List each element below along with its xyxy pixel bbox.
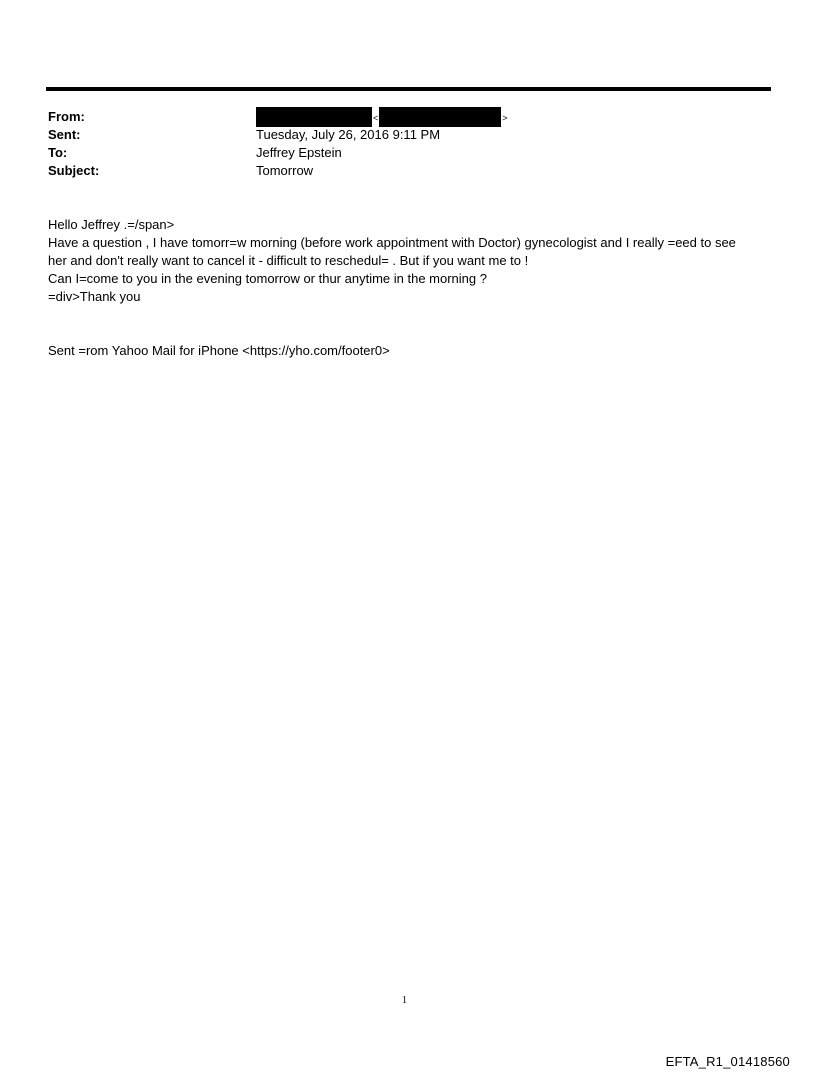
redacted-sender-email [379, 107, 501, 127]
sent-label: Sent: [48, 127, 81, 142]
subject-value: Tomorrow [256, 163, 314, 178]
redacted-sender-name [256, 107, 372, 127]
from-close-bracket: > [502, 113, 508, 123]
sent-row [48, 126, 768, 144]
to-label: To: [48, 145, 68, 160]
subject-row [48, 162, 768, 180]
body-line: her and don't really want to cancel it - difficult to reschedul= . But if you want me to ! [48, 253, 529, 268]
sent-value: Tuesday, July 26, 2016 9:11 PM [256, 127, 441, 142]
body-line: Hello Jeffrey .=/span> [48, 217, 175, 232]
document-id: EFTA_R1_01418560 [665, 1054, 790, 1069]
page-number: 1 [402, 995, 407, 1006]
subject-label: Subject: [48, 163, 100, 178]
email-body [48, 216, 778, 306]
from-value [256, 108, 509, 128]
email-signature: Sent =rom Yahoo Mail for iPhone <https://yho.com/footer0> [48, 343, 390, 358]
to-row [48, 144, 768, 162]
to-value: Jeffrey Epstein [256, 145, 342, 160]
from-open-bracket: < [373, 113, 379, 123]
header-divider-rule [46, 87, 771, 91]
body-line: Have a question , I have tomorr=w morning (before work appointment with Doctor) gynecologist and I really =eed to see [48, 235, 736, 250]
from-label: From: [48, 109, 85, 124]
body-line: Can I=come to you in the evening tomorrow or thur anytime in the morning ? [48, 271, 487, 286]
body-line: =div>Thank you [48, 289, 141, 304]
email-header [48, 108, 768, 180]
from-row [48, 108, 768, 126]
